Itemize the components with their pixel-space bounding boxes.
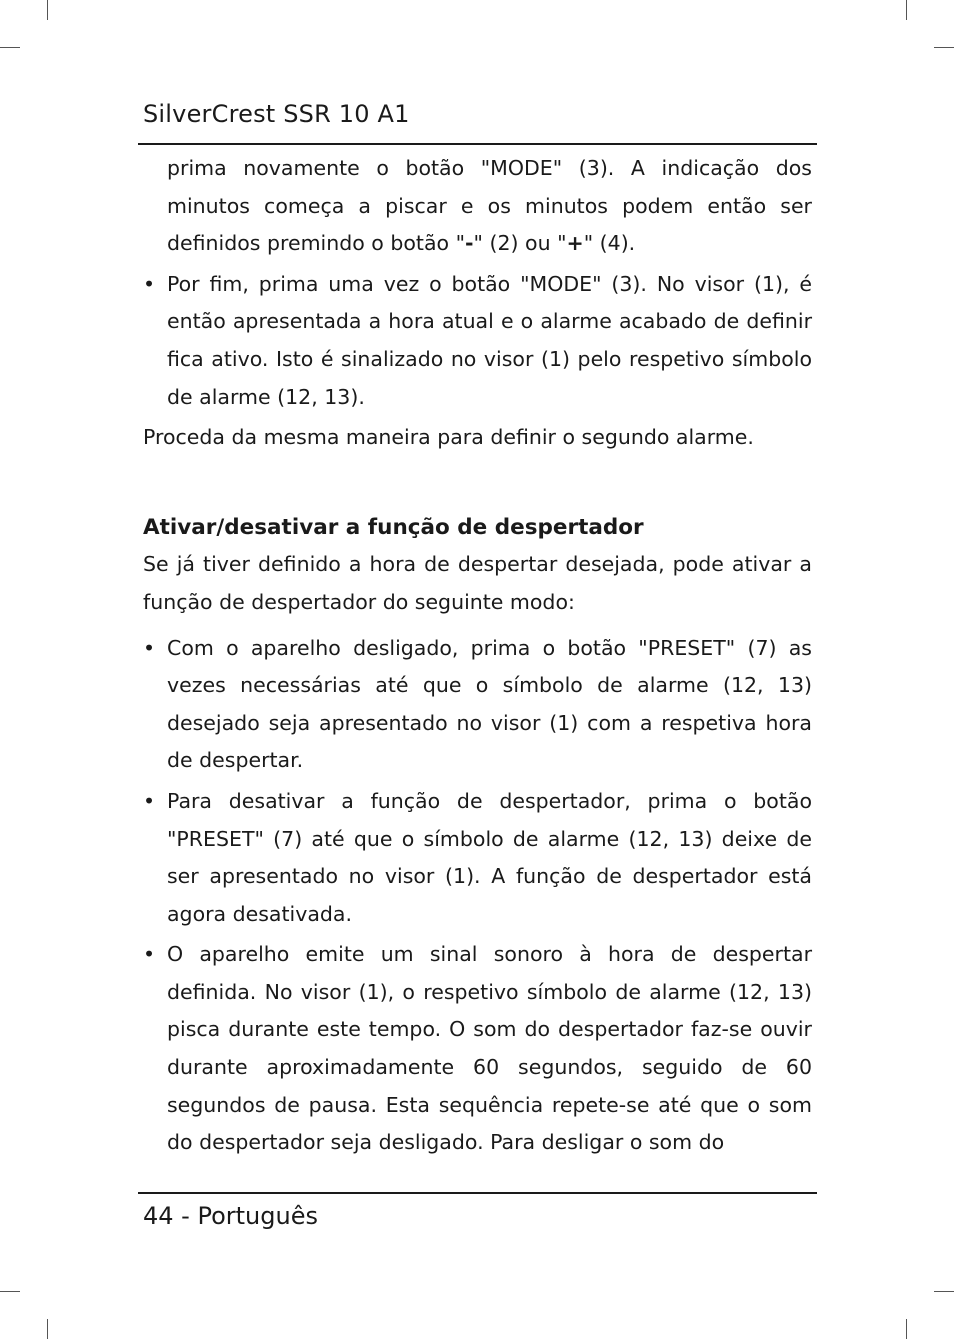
header-rule <box>138 143 817 145</box>
list-item <box>143 783 812 933</box>
list-item-text: Com o aparelho desligado, prima o botão "PRESET" (7) as vezes necessárias até que o símbolo de alarme (12, 13) desejado seja apresentado no visor (1) com a respetiva hora de despertar. <box>167 635 812 773</box>
page-header-title: SilverCrest SSR 10 A1 <box>143 100 410 128</box>
crop-mark <box>0 1291 20 1292</box>
bullet-icon: • <box>143 788 156 813</box>
crop-mark <box>934 47 954 48</box>
continuation-text-2: " (2) ou " <box>473 231 567 256</box>
continuation-text-1: prima novamente o botão "MODE" (3). A indicação dos minutos começa a piscar e os minutos podem então ser definidos premindo o botão " <box>167 156 812 256</box>
page-content <box>143 150 812 1162</box>
crop-mark <box>47 1319 48 1339</box>
section-intro: Se já tiver definido a hora de despertar desejada, pode ativar a função de despertador do seguinte modo: <box>143 552 812 614</box>
continuation-text-3: " (4). <box>583 231 636 256</box>
footer-rule <box>138 1192 817 1194</box>
list-item <box>143 266 812 416</box>
bullet-icon: • <box>143 271 156 296</box>
plus-symbol: + <box>566 231 584 256</box>
crop-mark <box>47 0 48 20</box>
crop-mark <box>906 0 907 20</box>
page-number: 44 - Português <box>143 1202 318 1230</box>
minus-symbol: - <box>465 231 474 256</box>
bullet-icon: • <box>143 942 156 967</box>
list-item <box>143 630 812 780</box>
list-item <box>143 936 812 1162</box>
list-item-text: Para desativar a função de despertador, prima o botão "PRESET" (7) até que o símbolo de alarme (12, 13) deixe de ser apresentado no visor (1). A função de despertador está agora desativada. <box>167 788 812 926</box>
list-item-text: O aparelho emite um sinal sonoro à hora de despertar definida. No visor (1), o respetivo símbolo de alarme (12, 13) pisca durante este tempo. O som do despertador faz-se ouvir durante aproximadamente 60 segundos, seguido de 60 segundos de pausa. Esta sequência repete-se até que o som do despertador seja desligado. Para desligar o som do <box>167 942 812 1155</box>
list-item-text: Por fim, prima uma vez o botão "MODE" (3). No visor (1), é então apresentada a hora atual e o alarme acabado de definir fica ativo. Isto é sinalizado no visor (1) pelo respetivo símbolo de alarme (12, 13). <box>167 271 812 409</box>
crop-mark <box>906 1319 907 1339</box>
crop-mark <box>934 1291 954 1292</box>
section-heading: Ativar/desativar a função de despertador <box>143 514 644 540</box>
body-paragraph: Proceda da mesma maneira para definir o segundo alarme. <box>143 425 754 450</box>
bullet-icon: • <box>143 635 156 660</box>
crop-mark <box>0 47 20 48</box>
continuation-paragraph <box>143 150 812 263</box>
